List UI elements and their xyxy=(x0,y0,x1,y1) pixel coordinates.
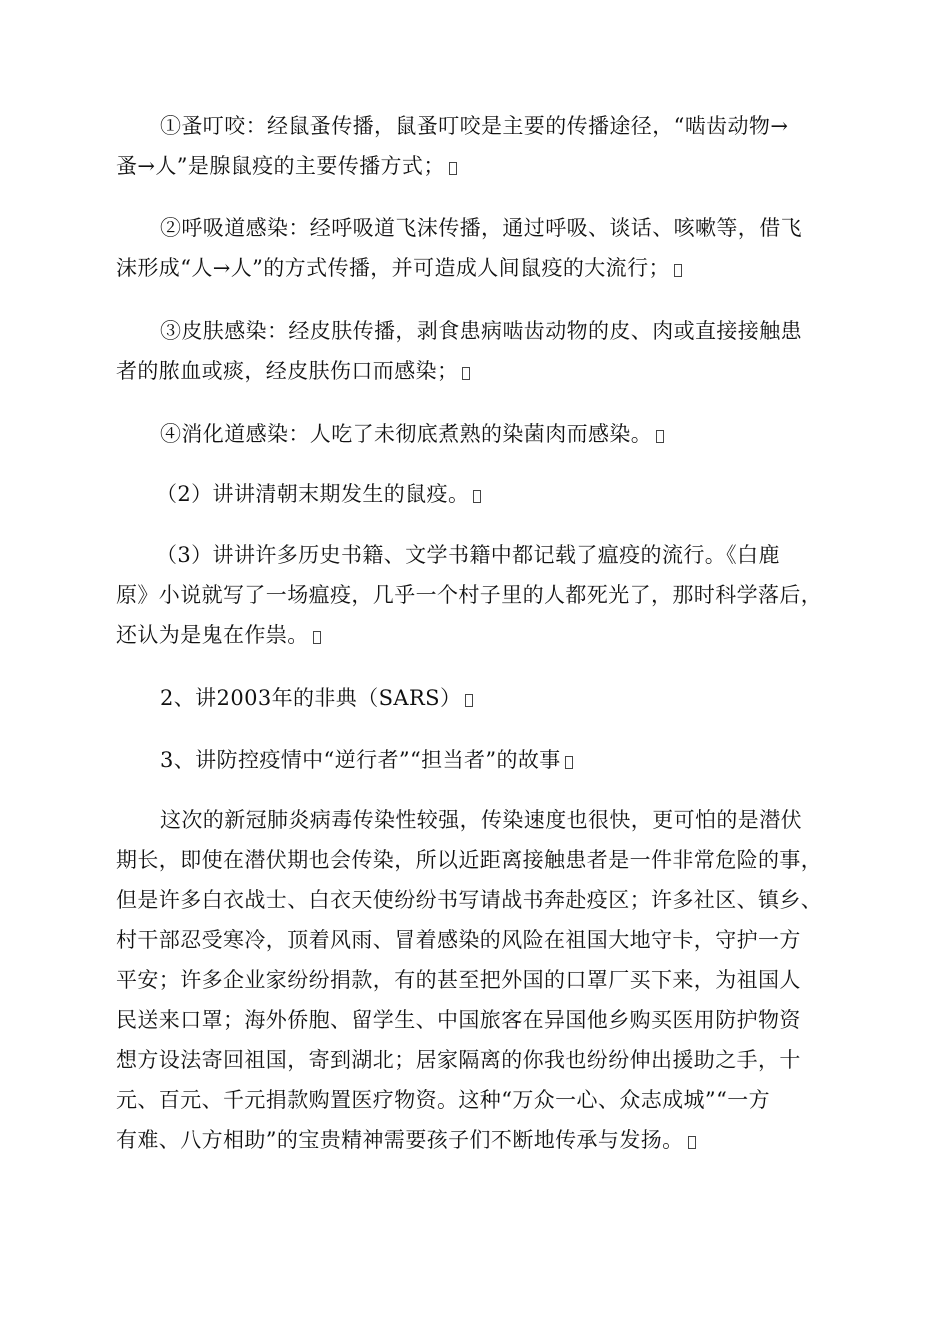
text-line: 沫形成“人→人”的方式传播，并可造成人间鼠疫的大流行； xyxy=(116,256,670,280)
paragraph-digestive xyxy=(116,414,836,454)
paragraph-flea-bite xyxy=(116,106,836,186)
text-line: 元、百元、千元捐款购置医疗物资。这种“万众一心、众志成城”“一方 xyxy=(116,1088,771,1112)
paragraph-history-books xyxy=(116,535,836,655)
text-line: 平安；许多企业家纷纷捐款，有的甚至把外国的口罩厂买下来，为祖国人 xyxy=(116,968,801,992)
text-line: 蚤→人”是腺鼠疫的主要传播方式； xyxy=(116,154,445,178)
text-line: 者的脓血或痰，经皮肤伤口而感染； xyxy=(116,359,459,383)
paragraph-mark xyxy=(688,1136,696,1149)
paragraph-mark xyxy=(462,367,470,380)
text-line: 村干部忍受寒冷，顶着风雨、冒着感染的风险在祖国大地守卡，守护一方 xyxy=(116,928,801,952)
text-line: （2）讲讲清朝末期发生的鼠疫。 xyxy=(156,482,470,506)
text-line: 还认为是鬼在作祟。 xyxy=(116,623,309,647)
paragraph-qing-plague xyxy=(116,474,836,514)
text-line: 期长，即使在潜伏期也会传染，所以近距离接触患者是一件非常危险的事， xyxy=(116,848,823,872)
text-line: ②呼吸道感染：经呼吸道飞沫传播，通过呼吸、谈话、咳嗽等，借飞 xyxy=(160,216,802,240)
text-line: ①蚤叮咬：经鼠蚤传播，鼠蚤叮咬是主要的传播途径，“啮齿动物→ xyxy=(160,114,789,138)
paragraph-mark xyxy=(313,631,321,644)
text-line: 原》小说就写了一场瘟疫，几乎一个村子里的人都死光了，那时科学落后， xyxy=(116,583,823,607)
paragraph-covid-story xyxy=(116,800,836,1160)
paragraph-heroes-heading xyxy=(116,740,836,780)
text-line: ④消化道感染：人吃了未彻底煮熟的染菌肉而感染。 xyxy=(160,422,653,446)
paragraph-respiratory xyxy=(116,208,836,288)
paragraph-mark xyxy=(565,756,573,769)
text-line: 想方设法寄回祖国，寄到湖北；居家隔离的你我也纷纷伸出援助之手，十 xyxy=(116,1048,801,1072)
text-line: 2、讲2003年的非典（SARS） xyxy=(160,686,462,710)
text-line: 这次的新冠肺炎病毒传染性较强，传染速度也很快，更可怕的是潜伏 xyxy=(160,808,802,832)
text-line: 但是许多白衣战士、白衣天使纷纷书写请战书奔赴疫区；许多社区、镇乡、 xyxy=(116,888,823,912)
paragraph-mark xyxy=(674,264,682,277)
paragraph-mark xyxy=(449,162,457,175)
text-line: ③皮肤感染：经皮肤传播，剥食患病啮齿动物的皮、肉或直接接触患 xyxy=(160,319,802,343)
text-line: 有难、八方相助”的宝贵精神需要孩子们不断地传承与发扬。 xyxy=(116,1128,684,1152)
paragraph-mark xyxy=(473,490,481,503)
text-line: 民送来口罩；海外侨胞、留学生、中国旅客在异国他乡购买医用防护物资 xyxy=(116,1008,801,1032)
paragraph-skin xyxy=(116,311,836,391)
paragraph-mark xyxy=(656,430,664,443)
text-line: （3）讲讲许多历史书籍、文学书籍中都记载了瘟疫的流行。《白鹿 xyxy=(156,543,780,567)
paragraph-sars xyxy=(116,678,836,718)
paragraph-mark xyxy=(465,694,473,707)
text-line: 3、讲防控疫情中“逆行者”“担当者”的故事 xyxy=(160,748,561,772)
